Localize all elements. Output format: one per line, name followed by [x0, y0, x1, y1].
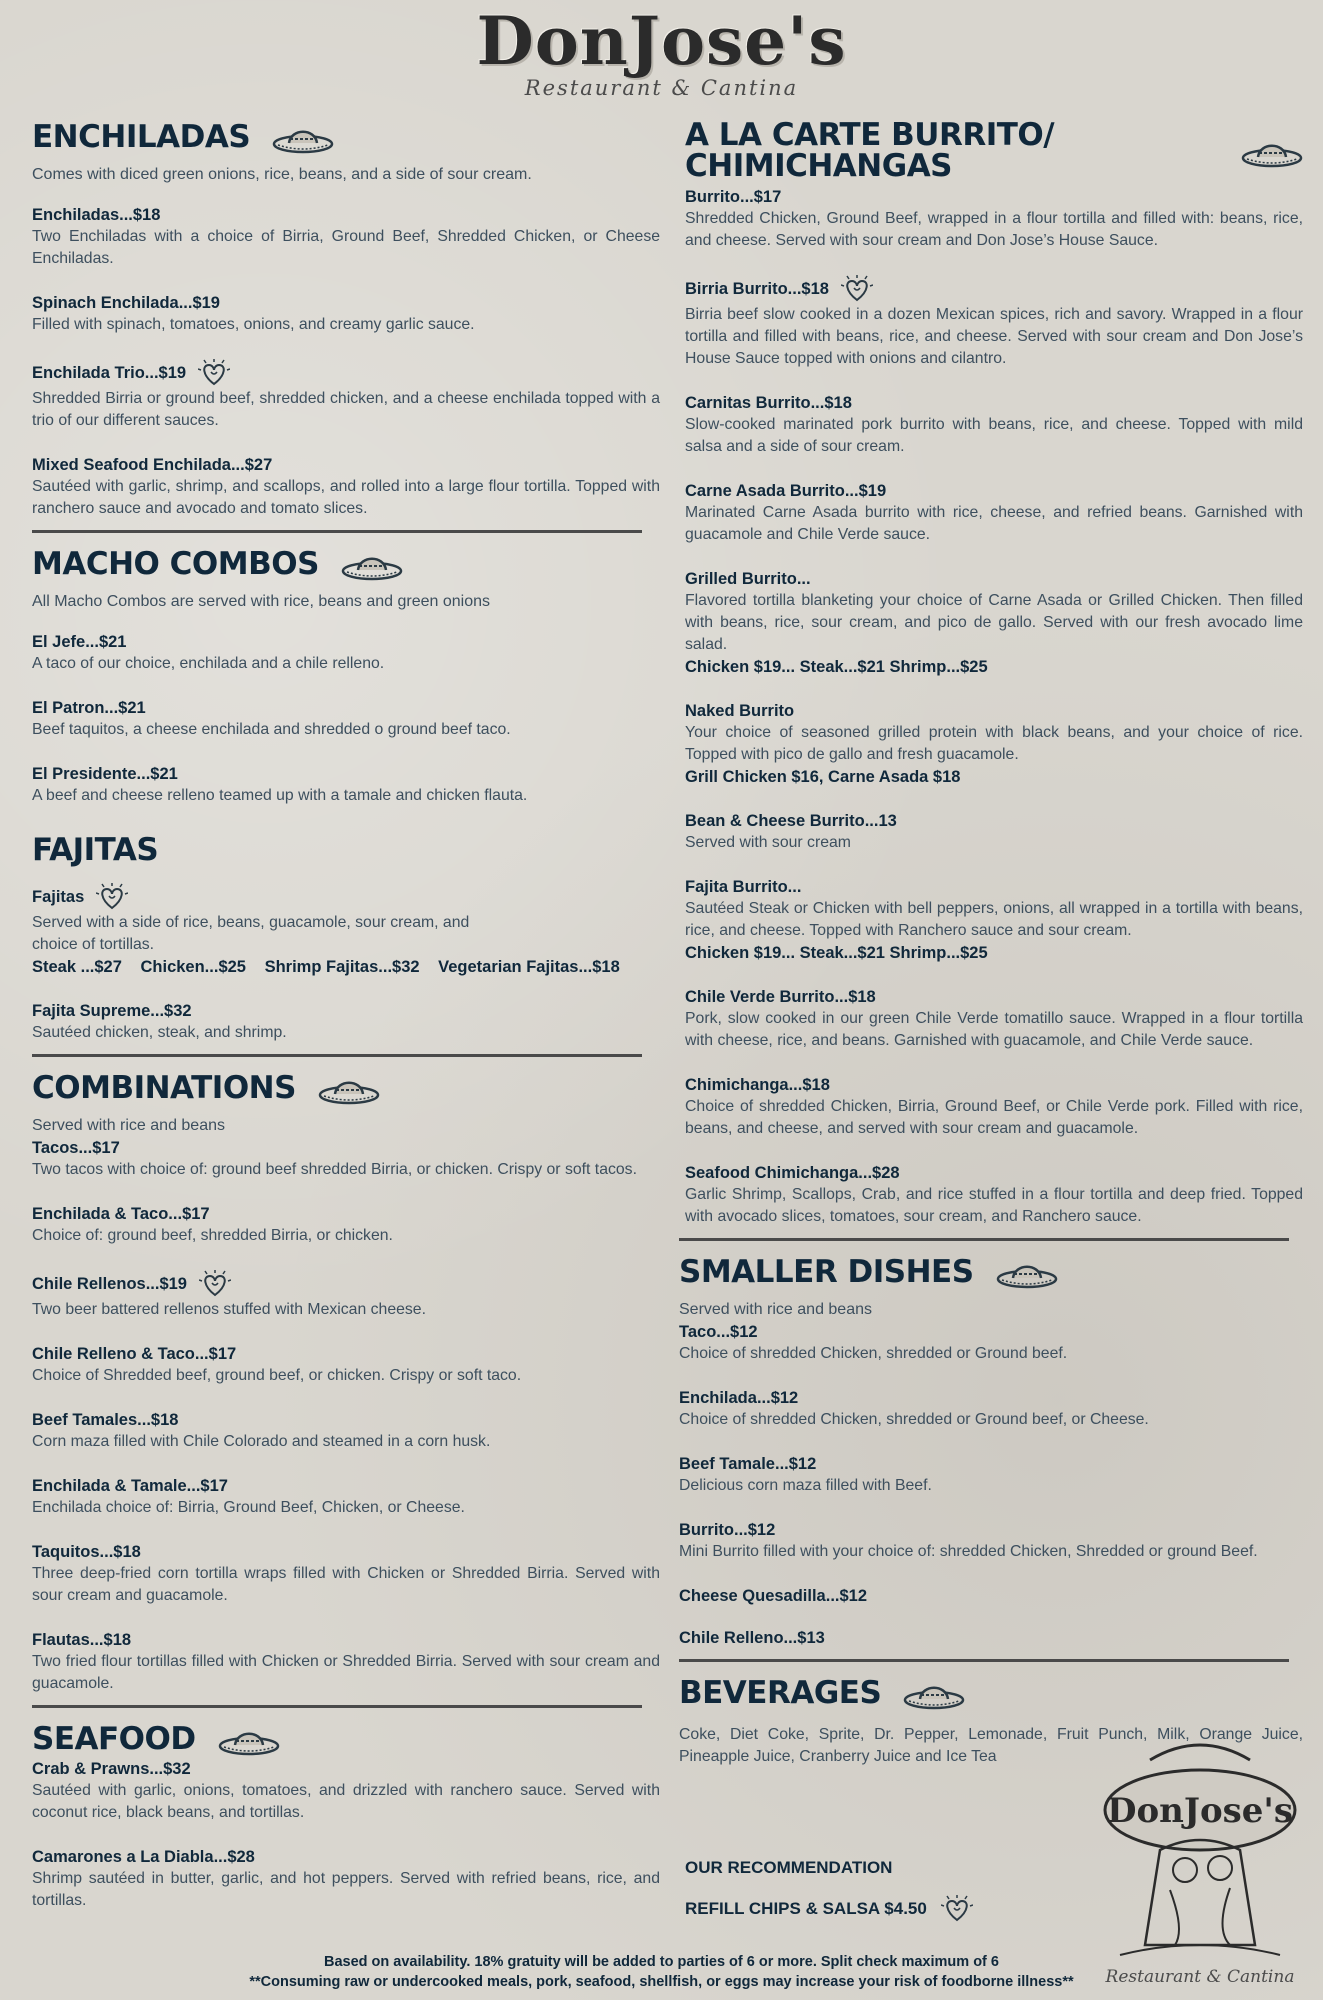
menu-item: [32, 1846, 660, 1912]
item-desc: Beef taquitos, a cheese enchilada and shredded o ground beef taco.: [32, 721, 511, 738]
menu-item: [32, 1269, 660, 1321]
item-name: El Presidente...$21: [32, 765, 178, 783]
item-name: Burrito...$17: [685, 188, 782, 206]
item-name: Grilled Burrito...: [685, 570, 811, 588]
sombrero-icon: [1241, 134, 1303, 168]
item-desc: Choice of shredded Chicken, shredded or Ground beef, or Cheese.: [679, 1411, 1149, 1428]
item-desc: Served with sour cream: [685, 834, 851, 851]
item-name-row: [32, 358, 660, 388]
heart-pepper-icon: [198, 358, 230, 388]
item-desc: Choice of shredded Chicken, Birria, Ground Beef, or Chile Verde pork. Filled with rice, beans, and cheese, and served with sour cream and guacamole.: [685, 1098, 1303, 1137]
item-desc: Two Enchiladas with a choice of Birria, Ground Beef, Shredded Chicken, or Cheese Enchiladas.: [32, 228, 660, 267]
menu-item: [679, 1585, 1303, 1607]
item-desc: Sautéed chicken, steak, and shrimp.: [32, 1024, 287, 1041]
section-title-text: BEVERAGES: [679, 1674, 882, 1711]
menu-item: [32, 631, 660, 675]
item-desc: Flavored tortilla blanketing your choice of Carne Asada or Grilled Chicken. Then filled with beans, rice, sour cream, and pico de gallo. Served with our fresh avocado lime salad.: [685, 592, 1303, 653]
menu-item: [32, 1541, 660, 1607]
menu-item: [32, 763, 660, 807]
section-title-text: COMBINATIONS: [32, 1069, 296, 1106]
item-name: Cheese Quesadilla...$12: [679, 1587, 868, 1605]
item-name: Fajita Burrito...: [685, 878, 802, 896]
item-name: Enchilada Trio...$19: [32, 364, 187, 382]
item-name-row: [32, 1269, 660, 1299]
left-column: [32, 120, 660, 1934]
item-name: Bean & Cheese Burrito...13: [685, 812, 897, 830]
menu-item: [32, 1343, 660, 1387]
section-title-text: A LA CARTE BURRITO/ CHIMICHANGAS: [685, 117, 1055, 184]
item-desc: Shredded Birria or ground beef, shredded chicken, and a cheese enchilada topped with a trio of our different sauces.: [32, 390, 660, 429]
sombrero-icon: [341, 547, 403, 581]
item-name: Carne Asada Burrito...$19: [685, 482, 887, 500]
item-name: Flautas...$18: [32, 1631, 132, 1649]
item-desc: Sautéed with garlic, onions, tomatoes, and drizzled with ranchero sauce. Served with coconut rice, black beans, and tortillas.: [32, 1782, 660, 1821]
section-title-text: SEAFOOD: [32, 1720, 196, 1757]
brand-name: DonJose's: [476, 2, 847, 80]
sombrero-icon: [318, 1071, 380, 1105]
footer-line: **Consuming raw or undercooked meals, pork, seafood, shellfish, or eggs may increase your risk of foodborne illness**: [249, 1974, 1074, 1990]
svg-text:DonJose's: DonJose's: [1107, 1791, 1293, 1831]
menu-item: [679, 1387, 1303, 1431]
section-intro: Served with rice and beans: [32, 1117, 225, 1134]
item-desc: Marinated Carne Asada burrito with rice, cheese, and refried beans. Garnished with guacamole and Chile Verde sauce.: [685, 504, 1303, 543]
item-desc: Mini Burrito filled with your choice of: shredded Chicken, Shredded or ground Beef.: [679, 1543, 1258, 1560]
recommendation-title: OUR RECOMMENDATION: [685, 1858, 893, 1877]
sombrero-icon: [996, 1255, 1058, 1289]
price-list: Chicken $19... Steak...$21 Shrimp...$25: [685, 944, 988, 962]
item-desc: Birria beef slow cooked in a dozen Mexican spices, rich and savory. Wrapped in a flour tortilla and filled with beans, rice, and cheese. Served with sour cream and Don Jose’s House Sauce topped with onions and cilantro.: [685, 306, 1303, 367]
price: Shrimp Fajitas...$32: [264, 958, 420, 976]
section-title-combinations: [32, 1071, 660, 1105]
item-desc: Slow-cooked marinated pork burrito with beans, rice, and cheese. Topped with mild salsa and a side of sour cream.: [685, 416, 1303, 455]
item-desc: Delicious corn maza filled with Beef.: [679, 1477, 932, 1494]
recommendation-text: REFILL CHIPS & SALSA $4.50: [685, 1899, 927, 1918]
menu-item: [32, 1475, 660, 1519]
section-title-text: MACHO COMBOS: [32, 545, 319, 582]
menu-item: [679, 1453, 1303, 1497]
menu-item: [679, 1321, 1303, 1365]
section-title-fajitas: [32, 832, 660, 868]
item-name: Fajita Supreme...$32: [32, 1002, 192, 1020]
section-title-smaller-dishes: [679, 1255, 1303, 1289]
item-name: Fajitas: [32, 888, 85, 906]
section-title-enchiladas: [32, 120, 660, 154]
item-name: Tacos...$17: [32, 1139, 120, 1157]
section-intro: Comes with diced green onions, rice, beans, and a side of sour cream.: [32, 166, 532, 183]
item-name: El Patron...$21: [32, 699, 146, 717]
section-intro: Served with rice and beans: [679, 1301, 872, 1318]
item-desc: Filled with spinach, tomatoes, onions, and creamy garlic sauce.: [32, 316, 475, 333]
item-desc: Pork, slow cooked in our green Chile Verde tomatillo sauce. Wrapped in a flour tortilla with cheese, rice, and beans. Garnished with guacamole, and Chile Verde sauce.: [685, 1010, 1303, 1049]
item-name: Chile Relleno & Taco...$17: [32, 1345, 237, 1363]
item-name: Crab & Prawns...$32: [32, 1760, 191, 1778]
item-name: Taquitos...$18: [32, 1543, 141, 1561]
section-title-burritos: [685, 117, 1303, 184]
svg-text:Restaurant & Cantina: Restaurant & Cantina: [1105, 1967, 1295, 1987]
menu-item: [679, 1519, 1303, 1563]
sombrero-icon: [903, 1676, 965, 1710]
menu-item: [685, 480, 1303, 546]
section-divider: [679, 1238, 1289, 1241]
footer-line: Based on availability. 18% gratuity will be added to parties of 6 or more. Split check maximum of 6: [324, 1954, 999, 1970]
brand-logo-top: [0, 2, 1323, 100]
menu-item: [685, 274, 1303, 370]
menu-item: [32, 358, 660, 432]
item-desc: A beef and cheese relleno teamed up with a tamale and chicken flauta.: [32, 787, 528, 804]
recommendation-block: [685, 1858, 973, 1924]
section-intro: All Macho Combos are served with rice, beans and green onions: [32, 593, 491, 610]
menu-item: [32, 292, 660, 336]
item-name: Burrito...$12: [679, 1521, 776, 1539]
right-column: [679, 117, 1303, 1768]
price: Vegetarian Fajitas...$18: [438, 958, 620, 976]
item-desc: Sautéed Steak or Chicken with bell peppers, onions, all wrapped in a tortilla with beans, rice, and cheese. Topped with Ranchero sauce and sour cream.: [685, 900, 1303, 939]
item-name: El Jefe...$21: [32, 633, 127, 651]
item-desc: Two fried flour tortillas filled with Chicken or Shredded Birria. Served with sour cream and guacamole.: [32, 1653, 660, 1692]
item-name-row: [32, 882, 660, 912]
item-desc: Two tacos with choice of: ground beef shredded Birria, or chicken. Crispy or soft tacos.: [32, 1161, 637, 1178]
menu-item: [685, 392, 1303, 458]
section-divider: [32, 1705, 642, 1708]
section-title-text: SMALLER DISHES: [679, 1253, 974, 1290]
menu-item: [32, 204, 660, 270]
item-name: Naked Burrito: [685, 702, 795, 720]
menu-item: [685, 568, 1303, 678]
item-name: Camarones a La Diabla...$28: [32, 1848, 255, 1866]
heart-pepper-icon: [199, 1269, 231, 1299]
price-list: Chicken $19... Steak...$21 Shrimp...$25: [685, 658, 988, 676]
item-name: Spinach Enchilada...$19: [32, 294, 220, 312]
item-name-row: [685, 274, 1303, 304]
item-name: Mixed Seafood Enchilada...$27: [32, 456, 273, 474]
menu-item: [32, 1203, 660, 1247]
sombrero-icon: [272, 120, 334, 154]
menu-item: [32, 454, 660, 520]
item-desc: Choice of Shredded beef, ground beef, or chicken. Crispy or soft taco.: [32, 1367, 522, 1384]
item-name: Chimichanga...$18: [685, 1076, 830, 1094]
heart-pepper-icon: [841, 274, 873, 304]
menu-item: [32, 1409, 660, 1453]
item-name: Enchilada & Tamale...$17: [32, 1477, 228, 1495]
section-title-text: FAJITAS: [32, 832, 159, 868]
section-title-macho-combos: [32, 547, 660, 581]
menu-item: [685, 700, 1303, 788]
item-desc: Shrimp sautéed in butter, garlic, and hot peppers. Served with refried beans, rice, and tortillas.: [32, 1870, 660, 1909]
beverages-list: Coke, Diet Coke, Sprite, Dr. Pepper, Lemonade, Fruit Punch, Milk, Orange Juice, Pineapple Juice, Cranberry Juice and Ice Tea: [679, 1726, 1303, 1765]
item-name: Enchilada...$12: [679, 1389, 799, 1407]
menu-item: [685, 810, 1303, 854]
item-name: Chile Rellenos...$19: [32, 1275, 187, 1293]
recommendation-item: [685, 1894, 973, 1924]
price: Chicken...$25: [140, 958, 246, 976]
item-desc: Two beer battered rellenos stuffed with Mexican cheese.: [32, 1301, 426, 1318]
menu-item: [685, 986, 1303, 1052]
smaller-dishes-list: [679, 1299, 1303, 1768]
section-title-beverages: [679, 1676, 1303, 1710]
menu-item: [32, 1000, 660, 1044]
brand-tagline: Restaurant & Cantina: [524, 76, 799, 100]
menu-item: [32, 1629, 660, 1695]
menu-item: [685, 1162, 1303, 1228]
menu-item: [32, 1137, 660, 1181]
menu-item: [32, 882, 660, 978]
item-name: Enchilada & Taco...$17: [32, 1205, 210, 1223]
menu-item: [685, 876, 1303, 964]
heart-pepper-icon: [96, 882, 128, 912]
menu-item: [32, 697, 660, 741]
menu-item: [685, 186, 1303, 252]
price: Steak ...$27: [32, 958, 122, 976]
item-desc: Three deep-fried corn tortilla wraps filled with Chicken or Shredded Birria. Served with sour cream and guacamole.: [32, 1565, 660, 1604]
price-list: Grill Chicken $16, Carne Asada $18: [685, 768, 961, 786]
item-desc: Corn maza filled with Chile Colorado and steamed in a corn husk.: [32, 1433, 491, 1450]
menu-item: [679, 1627, 1303, 1649]
price-list: [32, 956, 660, 978]
item-name: Beef Tamales...$18: [32, 1411, 179, 1429]
menu-item: [32, 1758, 660, 1824]
section-divider: [679, 1659, 1289, 1662]
item-name: Carnitas Burrito...$18: [685, 394, 852, 412]
heart-pepper-icon: [941, 1894, 973, 1924]
item-name: Taco...$12: [679, 1323, 758, 1341]
item-desc: Served with a side of rice, beans, guacamole, sour cream, and choice of tortillas.: [32, 914, 470, 953]
item-desc: Garlic Shrimp, Scallops, Crab, and rice stuffed in a flour tortilla and deep fried. Topped with avocado slices, tomatoes, sour cream, and Ranchero sauce.: [685, 1186, 1303, 1225]
menu-item: [685, 1074, 1303, 1140]
item-name: Beef Tamale...$12: [679, 1455, 817, 1473]
item-desc: Sautéed with garlic, shrimp, and scallops, and rolled into a large flour tortilla. Topped with ranchero sauce and avocado and tomato slices.: [32, 478, 660, 517]
item-desc: Choice of shredded Chicken, shredded or Ground beef.: [679, 1345, 1068, 1362]
item-desc: Your choice of seasoned grilled protein with black beans, and your choice of rice. Topped with pico de gallo and fresh guacamole.: [685, 724, 1303, 763]
item-desc: Enchilada choice of: Birria, Ground Beef, Chicken, or Cheese.: [32, 1499, 465, 1516]
sombrero-icon: [218, 1722, 280, 1756]
item-desc: Shredded Chicken, Ground Beef, wrapped in a flour tortilla and filled with: beans, rice, and cheese. Served with sour cream and Don Jose’s House Sauce.: [685, 210, 1303, 249]
item-desc: Choice of: ground beef, shredded Birria, or chicken.: [32, 1227, 393, 1244]
item-name: Chile Relleno...$13: [679, 1629, 825, 1647]
item-name: Seafood Chimichanga...$28: [685, 1164, 900, 1182]
item-name: Enchiladas...$18: [32, 206, 161, 224]
section-title-text: ENCHILADAS: [32, 118, 251, 155]
footer-notes: [0, 1952, 1323, 1992]
item-name: Chile Verde Burrito...$18: [685, 988, 876, 1006]
section-title-seafood: [32, 1722, 660, 1756]
section-divider: [32, 1054, 642, 1057]
brand-logo-illustration: [1090, 1730, 1310, 1990]
item-name: Birria Burrito...$18: [685, 280, 829, 298]
section-divider: [32, 530, 642, 533]
item-desc: A taco of our choice, enchilada and a chile relleno.: [32, 655, 385, 672]
